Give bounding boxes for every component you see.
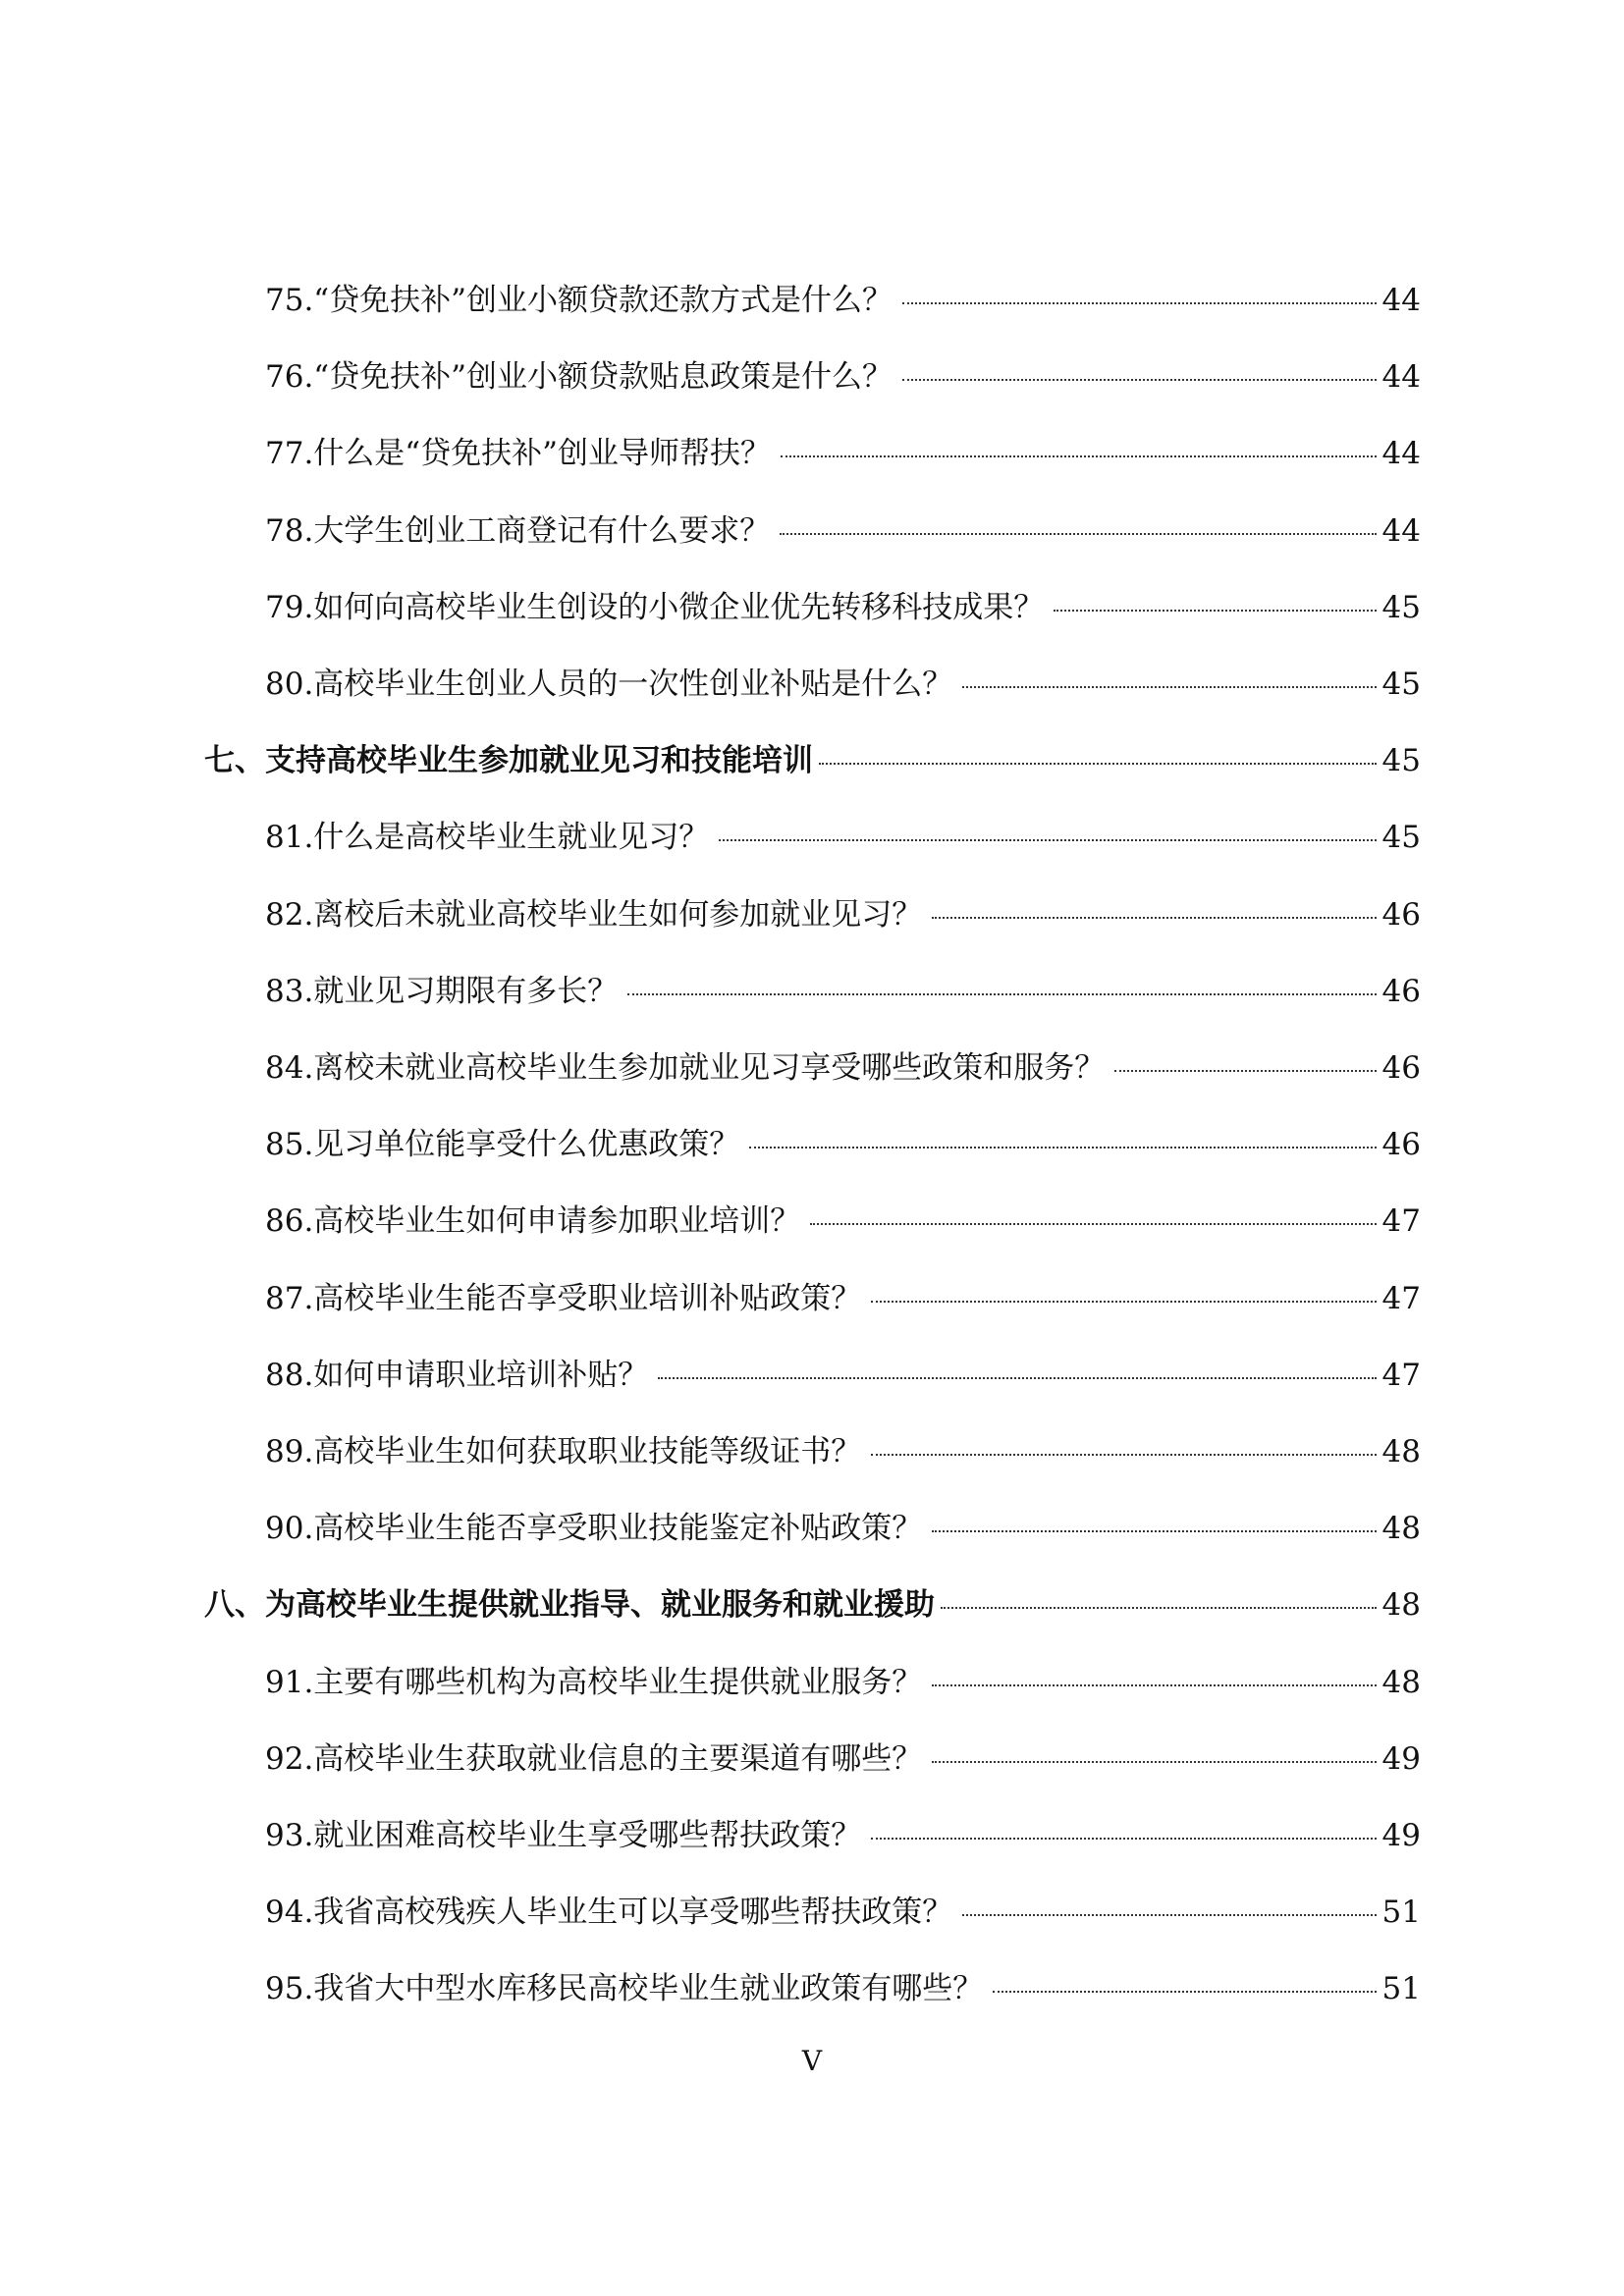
dot-leader (941, 1605, 1377, 1609)
toc-entry-title: 86.高校毕业生如何申请参加职业培训？ (265, 1203, 801, 1239)
dot-leader (902, 377, 1377, 381)
toc-entry-title: 77.什么是“贷免扶补”创业导师帮扶？ (265, 436, 771, 471)
toc-entry-title: 82.离校后未就业高校毕业生如何参加就业见习？ (265, 897, 923, 933)
toc-page-number: 45 (1381, 820, 1421, 855)
toc-page-number: 46 (1381, 1127, 1421, 1162)
toc-entry[interactable] (265, 347, 1421, 406)
toc-page-number: 46 (1381, 897, 1421, 933)
toc-entry[interactable] (265, 1883, 1421, 1942)
dot-leader (780, 531, 1376, 535)
toc-page-number: 44 (1381, 513, 1421, 549)
toc-entry[interactable] (265, 1346, 1421, 1405)
toc-entry[interactable] (265, 1192, 1421, 1251)
toc-entry[interactable] (265, 1959, 1421, 2018)
dot-leader (932, 1759, 1376, 1763)
toc-entry-title: 88.如何申请职业培训补贴？ (265, 1358, 649, 1393)
toc-entry-title: 78.大学生创业工商登记有什么要求？ (265, 513, 771, 549)
toc-entry-title: 91.主要有哪些机构为高校毕业生提供就业服务？ (265, 1665, 923, 1700)
toc-entry-title: 75.“贷免扶补”创业小额贷款还款方式是什么？ (265, 283, 893, 318)
toc-entry-title: 80.高校毕业生创业人员的一次性创业补贴是什么？ (265, 667, 953, 702)
dot-leader (871, 1836, 1376, 1840)
toc-page-number: 48 (1381, 1511, 1421, 1546)
toc-page-number: 47 (1381, 1203, 1421, 1239)
dot-leader (1054, 608, 1376, 612)
dot-leader (871, 1299, 1376, 1303)
toc-entry-title: 79.如何向高校毕业生创设的小微企业优先转移科技成果？ (265, 590, 1045, 625)
toc-page-number: 45 (1381, 743, 1421, 778)
toc-section-heading[interactable] (204, 731, 1421, 790)
toc-entry[interactable] (265, 1499, 1421, 1558)
dot-leader (932, 1682, 1376, 1686)
toc-page-number: 45 (1381, 590, 1421, 625)
toc-entry-title: 85.见习单位能享受什么优惠政策？ (265, 1127, 740, 1162)
toc-entry[interactable] (265, 424, 1421, 483)
dot-leader (871, 1452, 1376, 1456)
dot-leader (1114, 1068, 1376, 1072)
toc-page-number: 48 (1381, 1434, 1421, 1469)
toc-entry[interactable] (265, 1269, 1421, 1328)
toc-entry-title: 93.就业困难高校毕业生享受哪些帮扶政策？ (265, 1818, 862, 1853)
toc-entry[interactable] (265, 1806, 1421, 1865)
toc-entry-title: 94.我省高校残疾人毕业生可以享受哪些帮扶政策？ (265, 1895, 953, 1930)
toc-page-number: 45 (1381, 667, 1421, 702)
toc-page-number: 46 (1381, 974, 1421, 1009)
dot-leader (819, 761, 1377, 765)
toc-page-number: 46 (1381, 1050, 1421, 1086)
toc-page-number: 44 (1381, 359, 1421, 395)
dot-leader (902, 300, 1377, 304)
dot-leader (932, 1528, 1376, 1532)
toc-page-number: 49 (1381, 1818, 1421, 1853)
toc-entry-title: 87.高校毕业生能否享受职业培训补贴政策？ (265, 1281, 862, 1316)
dot-leader (627, 991, 1376, 995)
toc-page-number: 48 (1381, 1665, 1421, 1700)
toc-entry-title: 90.高校毕业生能否享受职业技能鉴定补贴政策？ (265, 1511, 923, 1546)
toc-page-number: 51 (1381, 1895, 1421, 1930)
dot-leader (781, 454, 1377, 457)
toc-entry[interactable] (265, 885, 1421, 944)
dot-leader (658, 1375, 1376, 1379)
toc-entry[interactable] (265, 1039, 1421, 1097)
dot-leader (749, 1145, 1376, 1148)
toc-entry-title: 84.离校未就业高校毕业生参加就业见习享受哪些政策和服务？ (265, 1050, 1106, 1086)
dot-leader (932, 915, 1376, 919)
toc-entry-title: 95.我省大中型水库移民高校毕业生就业政策有哪些？ (265, 1971, 984, 2006)
toc-entry-title: 89.高校毕业生如何获取职业技能等级证书？ (265, 1434, 862, 1469)
toc-section-heading[interactable] (204, 1575, 1421, 1634)
page-number: V (801, 2045, 823, 2077)
toc-page-number: 51 (1381, 1971, 1421, 2006)
toc-page-number: 47 (1381, 1281, 1421, 1316)
toc-entry-title: 81.什么是高校毕业生就业见习？ (265, 820, 710, 855)
toc-entry-title: 92.高校毕业生获取就业信息的主要渠道有哪些？ (265, 1741, 923, 1777)
toc-entry[interactable] (265, 962, 1421, 1021)
toc-page-number: 44 (1381, 436, 1421, 471)
toc-entry[interactable] (265, 578, 1421, 637)
toc-entry[interactable] (265, 655, 1421, 714)
toc-entry-title: 76.“贷免扶补”创业小额贷款贴息政策是什么？ (265, 359, 893, 395)
toc-entry[interactable] (265, 1730, 1421, 1789)
toc-entry[interactable] (265, 1422, 1421, 1481)
toc-page-number: 44 (1381, 283, 1421, 318)
toc-entry[interactable] (265, 1115, 1421, 1174)
dot-leader (962, 1912, 1376, 1916)
toc-entry-title: 83.就业见习期限有多长？ (265, 974, 619, 1009)
toc-page-number: 48 (1381, 1587, 1421, 1623)
dot-leader (810, 1221, 1376, 1225)
toc-entry[interactable] (265, 1653, 1421, 1712)
dot-leader (993, 1989, 1376, 1993)
toc-entry-title: 八、为高校毕业生提供就业指导、就业服务和就业援助 (204, 1587, 935, 1623)
toc-entry-title: 七、支持高校毕业生参加就业见习和技能培训 (204, 743, 813, 778)
toc-entry[interactable] (265, 271, 1421, 330)
toc-page-number: 47 (1381, 1358, 1421, 1393)
toc-page-number: 49 (1381, 1741, 1421, 1777)
dot-leader (719, 837, 1376, 841)
toc-entry[interactable] (265, 808, 1421, 867)
toc-entry[interactable] (265, 502, 1421, 561)
dot-leader (962, 684, 1376, 688)
